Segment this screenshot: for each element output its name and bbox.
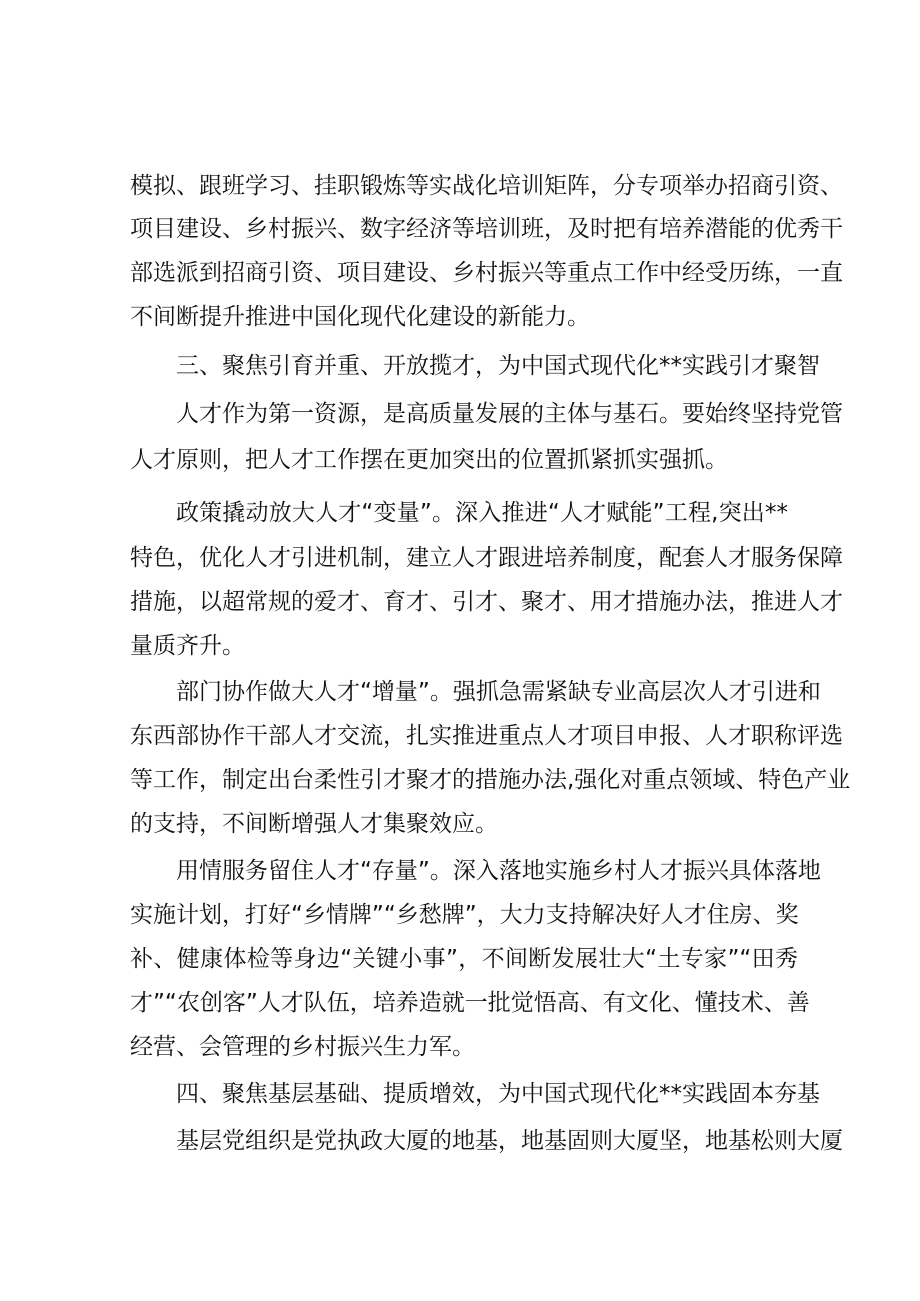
text-line: 不间断提升推进中国化现代化建设的新能力。 — [130, 304, 590, 330]
text-line: 经营、会管理的乡村振兴生力军。 — [130, 1034, 475, 1060]
paragraph-first-line: 政策撬动放大人才“变量”。深入推进“人才赋能”工程,突出** — [176, 500, 788, 526]
paragraph-first-line: 人才作为第一资源，是高质量发展的主体与基石。要始终坚持党管 — [176, 401, 843, 427]
text-line: 东西部协作干部人才交流，扎实推进重点人才项目申报、人才职称评选 — [130, 723, 843, 749]
text-line: 部选派到招商引资、项目建设、乡村振兴等重点工作中经受历练，一直 — [130, 260, 843, 286]
text-line: 实施计划，打好“乡情牌”“乡愁牌”，大力支持解决好人才住房、奖 — [130, 902, 799, 928]
paragraph-first-line: 部门协作做大人才“增量”。强抓急需紧缺专业高层次人才引进和 — [176, 679, 821, 705]
text-line: 特色，优化人才引进机制，建立人才跟进培养制度，配套人才服务保障 — [130, 545, 843, 571]
text-line: 才”“农创客”人才队伍，培养造就一批觉悟高、有文化、懂技术、善 — [130, 990, 810, 1016]
paragraph-first-line: 基层党组织是党执政大厦的地基，地基固则大厦坚，地基松则大厦 — [176, 1128, 843, 1154]
text-line: 补、健康体检等身边“关键小事”，不间断发展壮大“土专家”“田秀 — [130, 946, 798, 972]
paragraph-first-line: 用情服务留住人才“存量”。深入落地实施乡村人才振兴具体落地 — [176, 858, 821, 884]
text-line: 模拟、跟班学习、挂职锻炼等实战化培训矩阵，分专项举办招商引资、 — [130, 173, 843, 199]
section-heading: 三、聚焦引育并重、开放揽才，为中国式现代化**实践引才聚智 — [176, 353, 820, 379]
text-line: 人才原则，把人才工作摆在更加突出的位置抓紧抓实强抓。 — [130, 447, 728, 473]
text-line: 量质齐升。 — [130, 633, 245, 659]
text-line: 项目建设、乡村振兴、数字经济等培训班，及时把有培养潜能的优秀干 — [130, 216, 843, 242]
section-heading: 四、聚焦基层基础、提质增效，为中国式现代化**实践固本夯基 — [176, 1081, 820, 1107]
text-line: 等工作，制定出台柔性引才聚才的措施办法,强化对重点领域、特色产业 — [130, 767, 851, 793]
text-line: 措施，以超常规的爱才、育才、引才、聚才、用才措施办法，推进人才 — [130, 589, 843, 615]
text-line: 的支持，不间断增强人才集聚效应。 — [130, 811, 498, 837]
